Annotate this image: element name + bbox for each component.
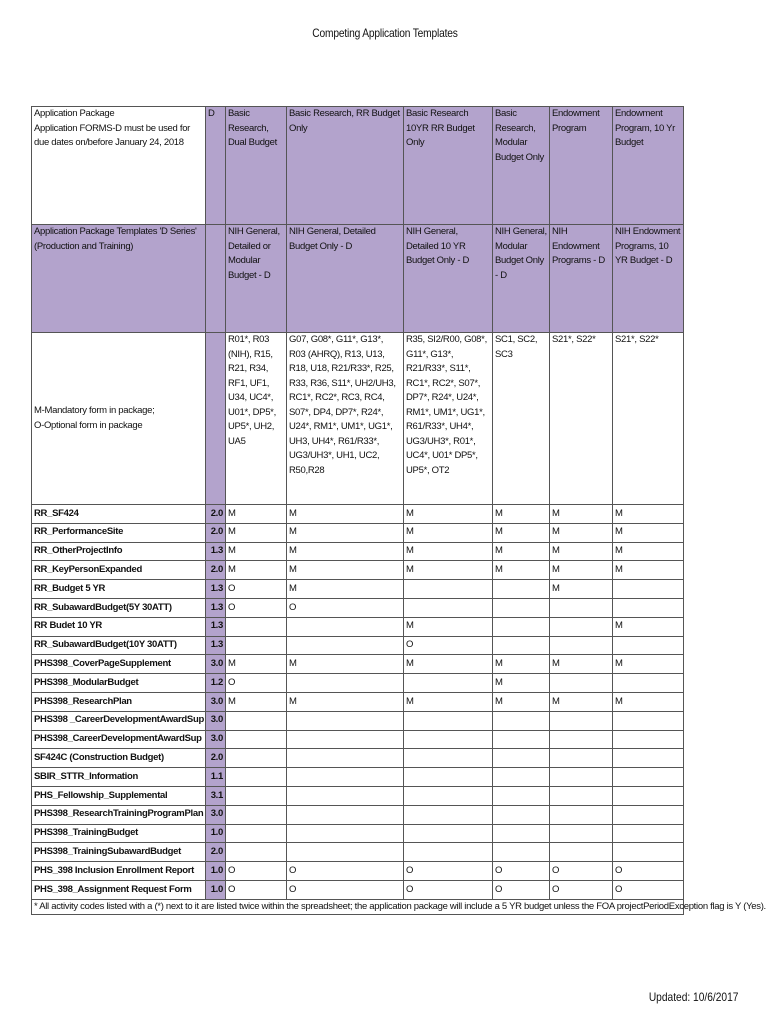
requirement-cell [493, 711, 550, 730]
requirement-cell [287, 824, 404, 843]
requirement-cell: M [404, 505, 493, 524]
requirement-cell [287, 636, 404, 655]
requirement-cell [287, 711, 404, 730]
requirement-cell [493, 843, 550, 862]
table-row [32, 730, 684, 749]
requirement-cell: M [287, 561, 404, 580]
requirement-cell [287, 674, 404, 693]
requirement-cell: M [613, 542, 684, 561]
requirement-cell: M [493, 523, 550, 542]
form-name: PHS_398 Inclusion Enrollment Report [32, 862, 206, 881]
form-name: PHS398_TrainingSubawardBudget [32, 843, 206, 862]
requirement-cell [613, 730, 684, 749]
form-name: RR Budet 10 YR [32, 617, 206, 636]
requirement-cell: M [404, 655, 493, 674]
requirement-cell [226, 786, 287, 805]
requirement-cell [493, 749, 550, 768]
template-2: NIH General, Detailed Budget Only - D [287, 225, 404, 333]
form-version: 1.3 [206, 542, 226, 561]
requirement-cell [550, 749, 613, 768]
requirement-cell: M [550, 692, 613, 711]
requirement-cell: M [404, 692, 493, 711]
requirement-cell [226, 730, 287, 749]
form-name: RR_PerformanceSite [32, 523, 206, 542]
requirement-cell [613, 843, 684, 862]
requirement-cell [287, 730, 404, 749]
requirement-cell: M [550, 542, 613, 561]
form-version: 1.3 [206, 617, 226, 636]
requirement-cell [550, 805, 613, 824]
form-name: PHS398_CareerDevelopmentAwardSup [32, 730, 206, 749]
requirement-cell [404, 768, 493, 787]
requirement-cell: M [613, 617, 684, 636]
requirement-cell: O [226, 880, 287, 899]
table-row [32, 674, 684, 693]
requirement-cell [613, 674, 684, 693]
table-row [32, 598, 684, 617]
requirement-cell: M [613, 655, 684, 674]
requirement-cell: M [226, 542, 287, 561]
requirement-cell [404, 843, 493, 862]
requirement-cell [287, 768, 404, 787]
table-row [32, 580, 684, 599]
requirement-cell [226, 768, 287, 787]
form-name: PHS398_ModularBudget [32, 674, 206, 693]
requirement-cell [493, 824, 550, 843]
requirement-cell [613, 768, 684, 787]
form-name: RR_Budget 5 YR [32, 580, 206, 599]
templates-row [32, 225, 684, 333]
form-version: 3.0 [206, 730, 226, 749]
requirement-cell: M [287, 692, 404, 711]
codes-3: R35, SI2/R00, G08*, G11*, G13*, R21/R33*, S11*, RC1*, RC2*, S07*, DP7*, R24*, U24*, RM1*, UM1*, UG1*, R61/R33*, UH4*, UG3/UH3*, R01*, UC4*, U01* DP5*, UP5*, OT2 [404, 333, 493, 505]
requirement-cell: M [404, 542, 493, 561]
requirement-cell: O [226, 674, 287, 693]
requirement-cell [404, 580, 493, 599]
requirement-cell: M [493, 692, 550, 711]
requirement-cell: M [613, 505, 684, 524]
requirement-cell: M [550, 655, 613, 674]
requirement-cell [550, 636, 613, 655]
form-name: RR_SubawardBudget(10Y 30ATT) [32, 636, 206, 655]
form-name: PHS398_ResearchTrainingProgramPlan [32, 805, 206, 824]
requirement-cell: O [404, 636, 493, 655]
requirement-cell: M [226, 505, 287, 524]
col-header-3: Basic Research 10YR RR Budget Only [404, 107, 493, 225]
requirement-cell [404, 598, 493, 617]
requirement-cell: M [226, 692, 287, 711]
form-version: 1.1 [206, 768, 226, 787]
template-5: NIH Endowment Programs - D [550, 225, 613, 333]
requirement-cell [613, 786, 684, 805]
form-version: 1.0 [206, 824, 226, 843]
requirement-cell: M [493, 655, 550, 674]
requirement-cell: O [404, 862, 493, 881]
requirement-cell [404, 824, 493, 843]
requirement-cell: M [613, 561, 684, 580]
requirement-cell: O [226, 598, 287, 617]
requirement-cell: M [493, 505, 550, 524]
form-version: 2.0 [206, 749, 226, 768]
requirement-cell [493, 598, 550, 617]
form-version: 2.0 [206, 523, 226, 542]
table-row [32, 711, 684, 730]
requirement-cell [404, 711, 493, 730]
codes-1: R01*, R03 (NIH), R15, R21, R34, RF1, UF1, U34, UC4*, U01*, DP5*, UP5*, UH2, UA5 [226, 333, 287, 505]
template-6: NIH Endowment Programs, 10 YR Budget - D [613, 225, 684, 333]
requirement-cell [226, 636, 287, 655]
form-version: 1.3 [206, 580, 226, 599]
requirement-cell [550, 711, 613, 730]
form-name: PHS_Fellowship_Supplemental [32, 786, 206, 805]
d-column-header: D [206, 107, 226, 225]
requirement-cell [287, 805, 404, 824]
requirement-cell: M [493, 674, 550, 693]
requirement-cell [550, 768, 613, 787]
requirement-cell: O [550, 880, 613, 899]
table-row [32, 880, 684, 899]
requirement-cell [493, 617, 550, 636]
table-row [32, 523, 684, 542]
requirement-cell [404, 805, 493, 824]
requirement-cell [613, 824, 684, 843]
requirement-cell [287, 617, 404, 636]
form-name: PHS398_CoverPageSupplement [32, 655, 206, 674]
requirement-cell [613, 580, 684, 599]
form-version: 1.3 [206, 598, 226, 617]
form-name: PHS398 _CareerDevelopmentAwardSup [32, 711, 206, 730]
requirement-cell [550, 786, 613, 805]
requirement-cell: M [226, 561, 287, 580]
form-version: 1.3 [206, 636, 226, 655]
footnote-row [32, 899, 684, 915]
requirement-cell: M [404, 523, 493, 542]
requirement-cell: M [287, 655, 404, 674]
requirement-cell [613, 711, 684, 730]
activity-codes-row [32, 333, 684, 505]
requirement-cell [404, 730, 493, 749]
table-row [32, 786, 684, 805]
templates-table [31, 106, 766, 915]
requirement-cell [550, 824, 613, 843]
table-row [32, 805, 684, 824]
requirement-cell: M [404, 617, 493, 636]
requirement-cell: O [550, 862, 613, 881]
form-name: RR_SubawardBudget(5Y 30ATT) [32, 598, 206, 617]
requirement-cell: M [550, 580, 613, 599]
requirement-cell [613, 636, 684, 655]
table-row [32, 692, 684, 711]
col-header-1: Basic Research, Dual Budget [226, 107, 287, 225]
form-name: RR_OtherProjectInfo [32, 542, 206, 561]
table-row [32, 542, 684, 561]
form-name: PHS398_ResearchPlan [32, 692, 206, 711]
form-name: RR_KeyPersonExpanded [32, 561, 206, 580]
requirement-cell [550, 843, 613, 862]
form-version: 3.0 [206, 711, 226, 730]
table-row [32, 862, 684, 881]
requirement-cell [226, 617, 287, 636]
table-row [32, 505, 684, 524]
requirement-cell: O [226, 862, 287, 881]
requirement-cell: M [226, 523, 287, 542]
codes-4: SC1, SC2, SC3 [493, 333, 550, 505]
table-row [32, 636, 684, 655]
requirement-cell [226, 824, 287, 843]
form-name: SF424C (Construction Budget) [32, 749, 206, 768]
form-version: 1.2 [206, 674, 226, 693]
form-version: 3.1 [206, 786, 226, 805]
col-header-4: Basic Research, Modular Budget Only [493, 107, 550, 225]
codes-2: G07, G08*, G11*, G13*, R03 (AHRQ), R13, U13, R18, U18, R21/R33*, R25, R33, R36, S11*, UH2/UH3, RC1*, RC2*, RC3, RC4, S07*, DP4, DP7*, R24*, U24*, RM1*, UM1*, UG1*, UH3, UH4*, R61/R33*, UG3/UH3*, UH1, UC2, R50,R28 [287, 333, 404, 505]
requirement-cell [226, 711, 287, 730]
requirement-cell: O [404, 880, 493, 899]
requirement-cell: M [493, 542, 550, 561]
requirement-cell: O [287, 598, 404, 617]
form-version: 3.0 [206, 655, 226, 674]
requirement-cell [493, 786, 550, 805]
requirement-cell: M [493, 561, 550, 580]
requirement-cell: M [404, 561, 493, 580]
requirement-cell [287, 749, 404, 768]
requirement-cell: O [287, 880, 404, 899]
codes-6: S21*, S22* [613, 333, 684, 505]
form-version: 2.0 [206, 843, 226, 862]
form-version: 1.0 [206, 862, 226, 881]
templates-label: Application Package Templates 'D Series' (Production and Training) [32, 225, 206, 333]
table-row [32, 617, 684, 636]
requirement-cell [493, 580, 550, 599]
table-row [32, 824, 684, 843]
requirement-cell [550, 674, 613, 693]
template-4: NIH General, Modular Budget Only - D [493, 225, 550, 333]
requirement-cell: M [613, 692, 684, 711]
col-header-6: Endowment Program, 10 Yr Budget [613, 107, 684, 225]
requirement-cell [287, 843, 404, 862]
requirement-cell [550, 730, 613, 749]
form-version: 3.0 [206, 805, 226, 824]
template-3: NIH General, Detailed 10 YR Budget Only - D [404, 225, 493, 333]
updated-date: Updated: 10/6/2017 [648, 990, 738, 1004]
form-version: 3.0 [206, 692, 226, 711]
form-version: 1.0 [206, 880, 226, 899]
requirement-cell: O [493, 862, 550, 881]
requirement-cell [493, 730, 550, 749]
requirement-cell: M [287, 580, 404, 599]
requirement-cell: M [287, 542, 404, 561]
requirement-cell: O [613, 862, 684, 881]
requirement-cell [404, 786, 493, 805]
form-name: SBIR_STTR_Information [32, 768, 206, 787]
requirement-cell [287, 786, 404, 805]
requirement-cell [404, 674, 493, 693]
table-row [32, 843, 684, 862]
requirement-cell: M [550, 505, 613, 524]
form-name: RR_SF424 [32, 505, 206, 524]
table-row [32, 561, 684, 580]
template-1: NIH General, Detailed or Modular Budget - D [226, 225, 287, 333]
requirement-cell [404, 749, 493, 768]
table-row [32, 655, 684, 674]
requirement-cell: M [287, 523, 404, 542]
requirement-cell [550, 617, 613, 636]
package-header: Application Package Application FORMS-D must be used for due dates on/before January 24, 2018 [32, 107, 206, 225]
requirement-cell [226, 843, 287, 862]
requirement-cell [613, 805, 684, 824]
requirement-cell [613, 598, 684, 617]
page-title: Competing Application Templates [312, 26, 458, 40]
requirement-cell: O [493, 880, 550, 899]
requirement-cell: O [613, 880, 684, 899]
footnote: * All activity codes listed with a (*) next to it are listed twice within the spreadsheet; the application package will include a 5 YR budget unless the FOA projectPeriodException flag is Y (Yes). [32, 899, 684, 915]
codes-5: S21*, S22* [550, 333, 613, 505]
header-row [32, 107, 684, 225]
requirement-cell: M [550, 523, 613, 542]
requirement-cell: O [287, 862, 404, 881]
form-name: PHS_398_Assignment Request Form [32, 880, 206, 899]
requirement-cell [226, 805, 287, 824]
legend-label: M-Mandatory form in package; O-Optional form in package [32, 333, 206, 505]
table-row [32, 749, 684, 768]
col-header-5: Endowment Program [550, 107, 613, 225]
requirement-cell: O [226, 580, 287, 599]
requirement-cell: M [613, 523, 684, 542]
requirement-cell [493, 805, 550, 824]
requirement-cell: M [226, 655, 287, 674]
form-version: 2.0 [206, 505, 226, 524]
requirement-cell [613, 749, 684, 768]
form-version: 2.0 [206, 561, 226, 580]
requirement-cell: M [287, 505, 404, 524]
col-header-2: Basic Research, RR Budget Only [287, 107, 404, 225]
requirement-cell [226, 749, 287, 768]
requirement-cell [550, 598, 613, 617]
requirement-cell [493, 636, 550, 655]
requirement-cell: M [550, 561, 613, 580]
table-row [32, 768, 684, 787]
form-name: PHS398_TrainingBudget [32, 824, 206, 843]
requirement-cell [493, 768, 550, 787]
